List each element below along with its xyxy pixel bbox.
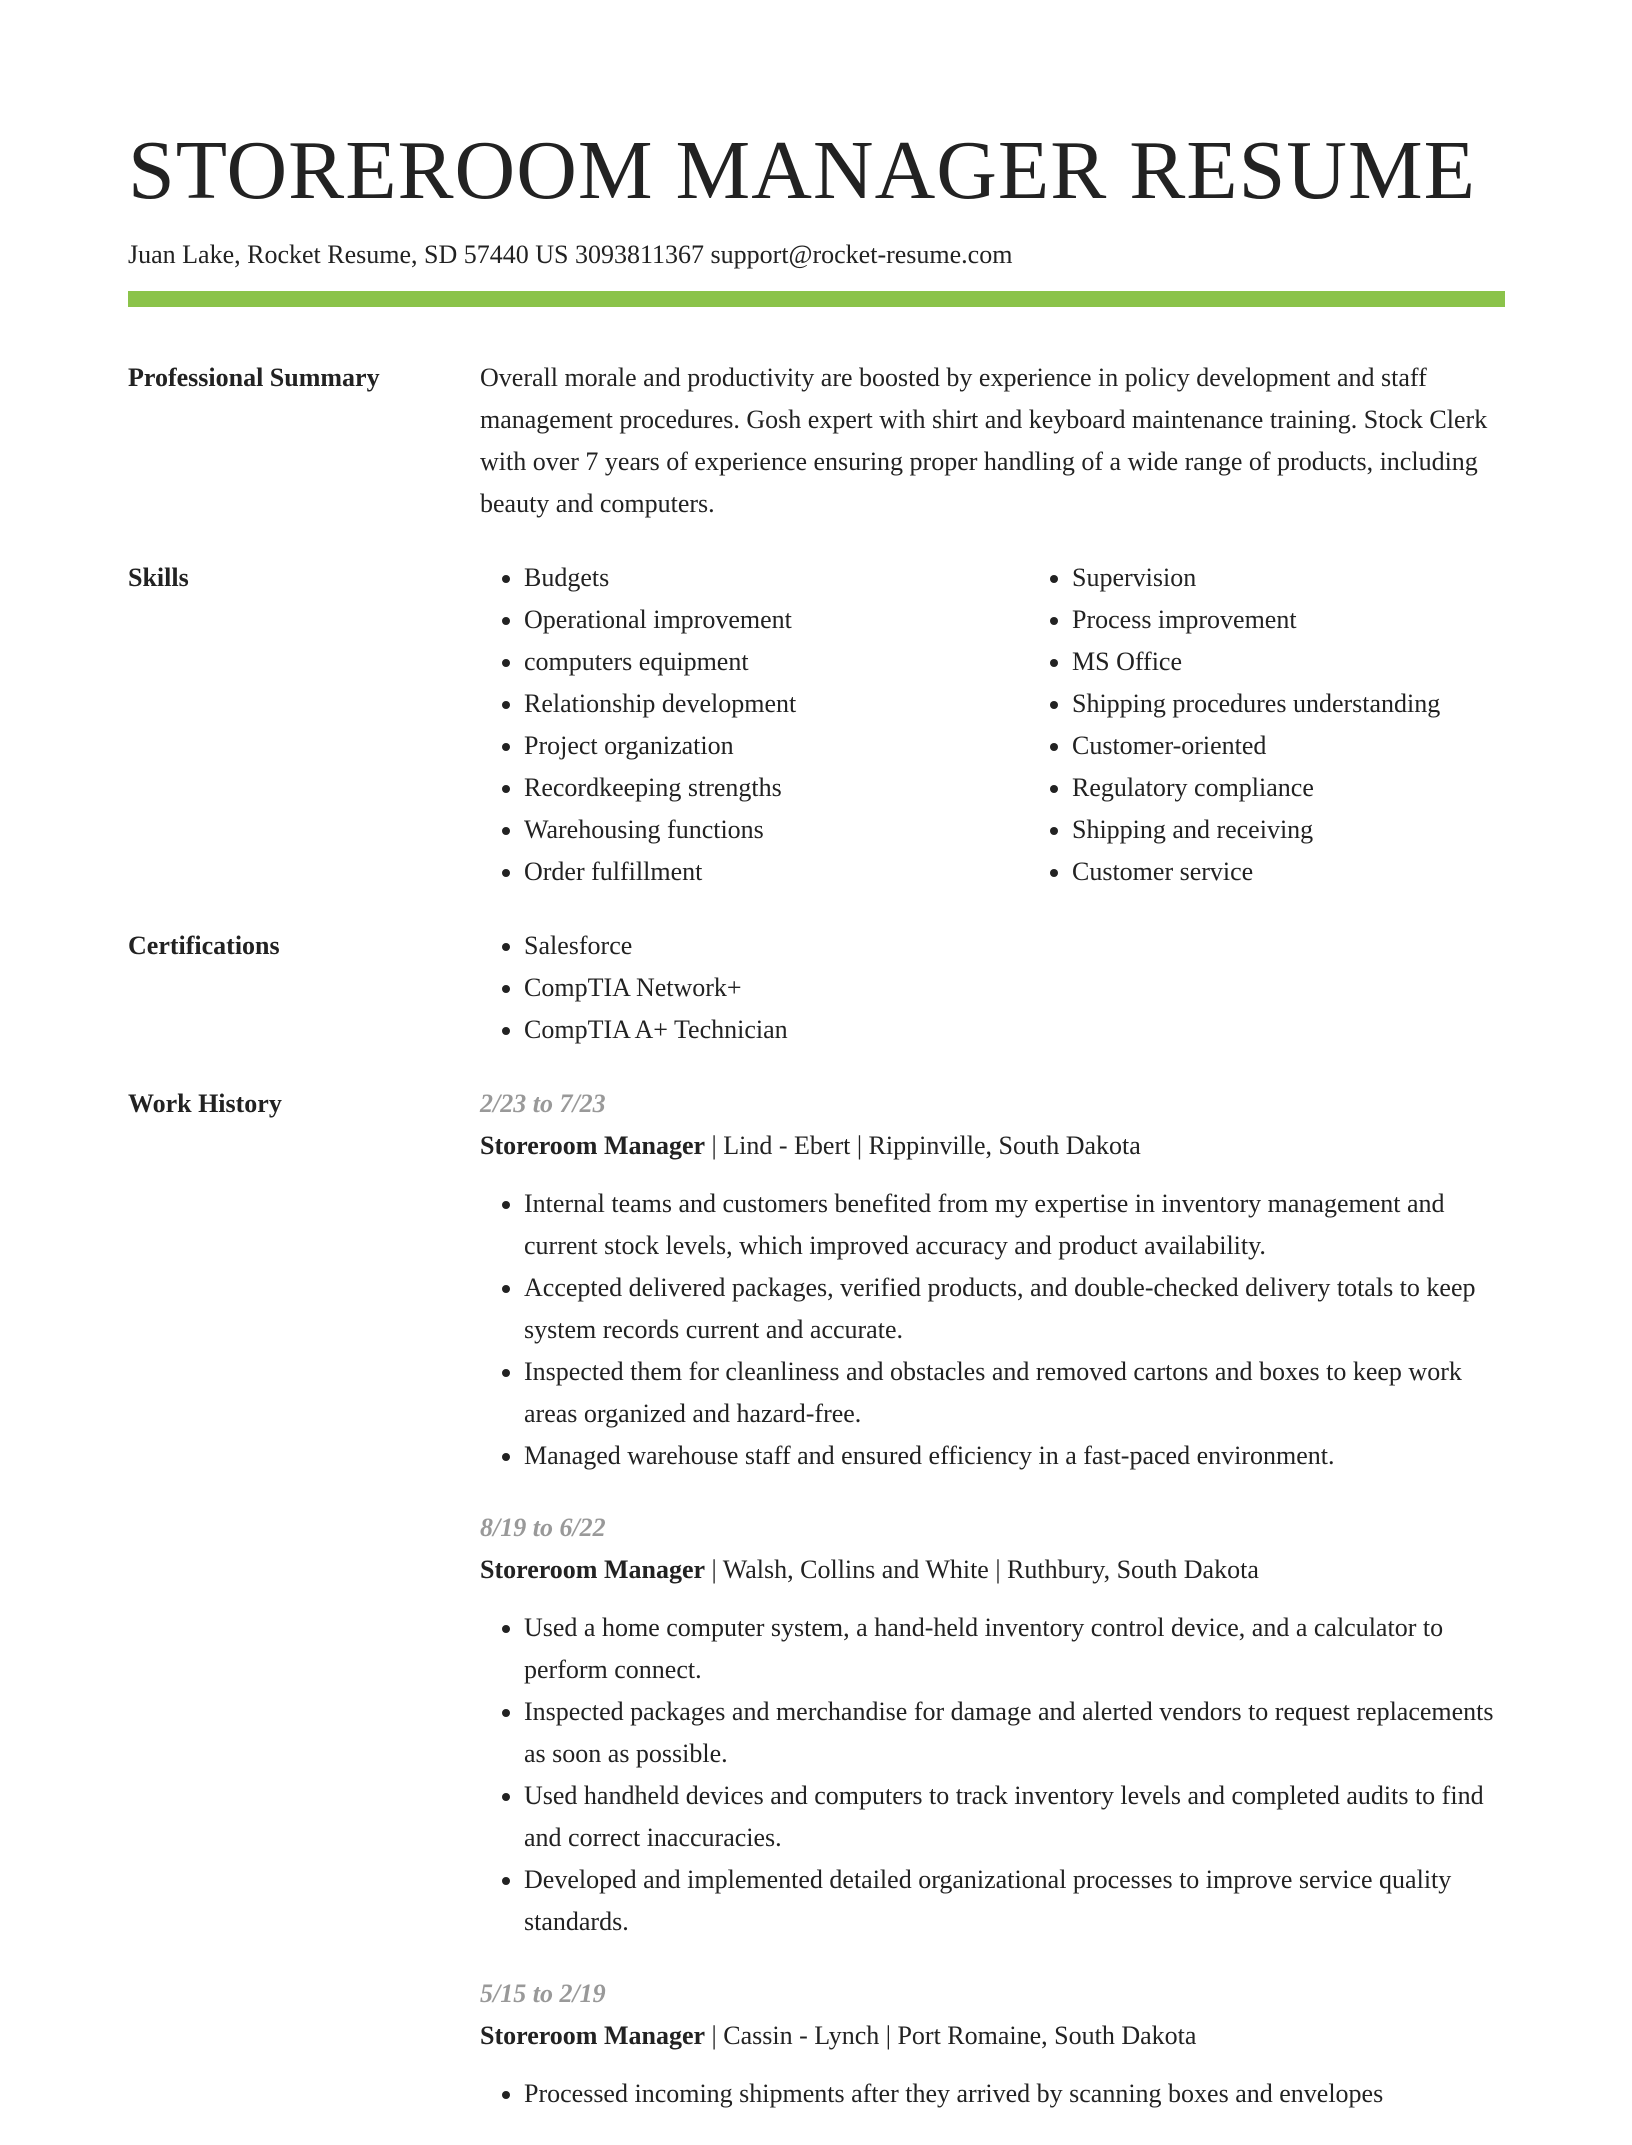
job-employer-location: | Walsh, Collins and White | Ruthbury, South Dakota <box>705 1555 1259 1584</box>
work-history-section <box>128 1051 1505 2145</box>
list-item: • Used handheld devices and computers to track inventory levels and completed audits to find and correct inaccuracies. <box>524 1775 1505 1859</box>
job-title-line <box>480 1125 1505 1167</box>
list-item: • Process improvement <box>1072 599 1576 641</box>
summary-text: Overall morale and productivity are boosted by experience in policy development and staff management procedures. Gosh expert with shirt and keyboard maintenance training. Stock Clerk with over 7 years of experience ensuring proper handling of a wide range of products, including beauty and computers. <box>480 363 1488 518</box>
job-entry <box>480 1507 1505 1943</box>
contact-line: Juan Lake, Rocket Resume, SD 57440 US 3093811367 support@rocket-resume.com <box>128 240 1013 269</box>
list-item: • Shipping and receiving <box>1072 809 1576 851</box>
section-label: Professional Summary <box>128 363 380 392</box>
skills-columns <box>480 557 1576 893</box>
list-item: • Inspected packages and merchandise for damage and alerted vendors to request replacements as soon as possible. <box>524 1691 1505 1775</box>
list-item: • Inspected them for cleanliness and obstacles and removed cartons and boxes to keep work areas organized and hazard-free. <box>524 1351 1505 1435</box>
job-dates: 2/23 to 7/23 <box>480 1089 606 1118</box>
skills-section <box>128 525 1505 893</box>
list-item: • Developed and implemented detailed organizational processes to improve service quality standards. <box>524 1859 1505 1943</box>
job-entry <box>480 1973 1505 2115</box>
page-title: STOREROOM MANAGER RESUME <box>128 124 1476 217</box>
list-item: • Order fulfillment <box>524 851 1028 893</box>
skills-list-right <box>1028 557 1576 893</box>
section-label: Work History <box>128 1089 282 1118</box>
list-item: • Warehousing functions <box>524 809 1028 851</box>
section-label: Certifications <box>128 931 280 960</box>
job-dates: 8/19 to 6/22 <box>480 1513 606 1542</box>
job-employer-location: | Lind - Ebert | Rippinville, South Dakota <box>705 1131 1141 1160</box>
skills-list-left <box>480 557 1028 893</box>
job-role: Storeroom Manager <box>480 1555 706 1584</box>
job-bullets <box>480 1183 1505 1477</box>
list-item: • Accepted delivered packages, verified products, and double-checked delivery totals to keep system records current and accurate. <box>524 1267 1505 1351</box>
list-item: • Project organization <box>524 725 1028 767</box>
professional-summary-section <box>128 307 1505 525</box>
certifications-list <box>480 925 1505 1051</box>
jobs-list <box>480 1083 1505 2145</box>
job-entry <box>480 1083 1505 1477</box>
section-label: Skills <box>128 563 189 592</box>
accent-divider <box>128 291 1505 307</box>
list-item: • Relationship development <box>524 683 1028 725</box>
list-item: • Used a home computer system, a hand-held inventory control device, and a calculator to perform connect. <box>524 1607 1505 1691</box>
list-item: • Budgets <box>524 557 1028 599</box>
list-item: • CompTIA Network+ <box>524 967 1505 1009</box>
list-item: • Processed incoming shipments after they arrived by scanning boxes and envelopes <box>524 2073 1505 2115</box>
list-item: • Regulatory compliance <box>1072 767 1576 809</box>
list-item: • Salesforce <box>524 925 1505 967</box>
job-title-line <box>480 1549 1505 1591</box>
list-item: • CompTIA A+ Technician <box>524 1009 1505 1051</box>
certifications-section <box>128 893 1505 1051</box>
resume-page <box>128 0 1505 2145</box>
list-item: • Shipping procedures understanding <box>1072 683 1576 725</box>
job-role: Storeroom Manager <box>480 1131 706 1160</box>
job-employer-location: | Cassin - Lynch | Port Romaine, South Dakota <box>705 2021 1197 2050</box>
list-item: • MS Office <box>1072 641 1576 683</box>
list-item: • Customer-oriented <box>1072 725 1576 767</box>
list-item: • Customer service <box>1072 851 1576 893</box>
job-role: Storeroom Manager <box>480 2021 706 2050</box>
job-title-line <box>480 2015 1505 2057</box>
list-item: • Internal teams and customers benefited from my expertise in inventory management and current stock levels, which improved accuracy and product availability. <box>524 1183 1505 1267</box>
job-bullets <box>480 2073 1505 2115</box>
list-item: • Operational improvement <box>524 599 1028 641</box>
job-dates: 5/15 to 2/19 <box>480 1979 606 2008</box>
list-item: • Managed warehouse staff and ensured efficiency in a fast-paced environment. <box>524 1435 1505 1477</box>
list-item: • computers equipment <box>524 641 1028 683</box>
job-bullets <box>480 1607 1505 1943</box>
list-item: • Recordkeeping strengths <box>524 767 1028 809</box>
list-item: • Supervision <box>1072 557 1576 599</box>
